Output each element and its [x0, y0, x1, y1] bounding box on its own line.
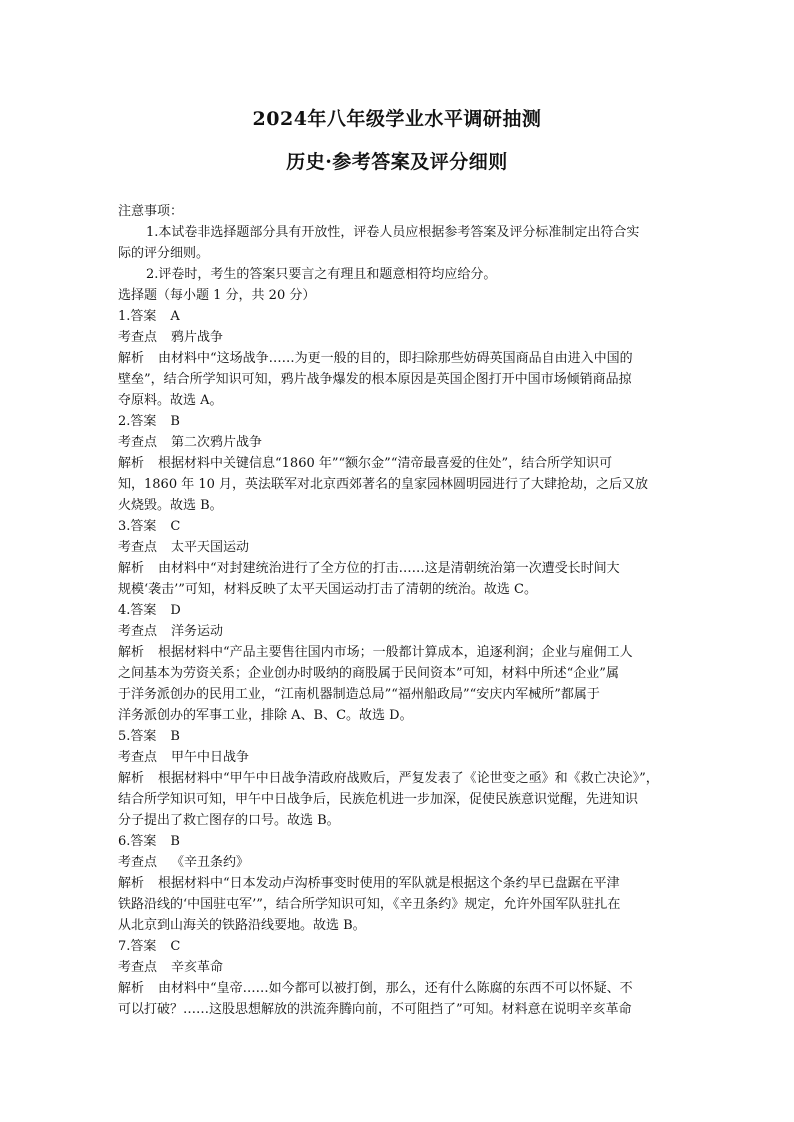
question-number: 6. — [118, 834, 131, 849]
question-number: 7. — [118, 939, 131, 954]
answer-line — [118, 600, 683, 621]
point-label: 考查点 — [118, 855, 158, 870]
analysis-text: 于洋务派创办的民用工业，“江南机器制造总局”“福州船政局”“安庆内军械所”都属于 — [118, 687, 600, 702]
point-value: 鸦片战争 — [171, 330, 224, 345]
question-block — [118, 516, 683, 600]
analysis-line — [118, 999, 683, 1020]
point-line — [118, 852, 683, 873]
point-line — [118, 957, 683, 978]
point-value: 洋务运动 — [171, 624, 224, 639]
analysis-text: 从北京到山海关的铁路沿线要地。故选 B。 — [118, 918, 366, 933]
answer-label: 答案 — [130, 939, 157, 954]
answer-line — [118, 411, 683, 432]
answer-line — [118, 726, 683, 747]
analysis-line — [118, 390, 683, 411]
question-block — [118, 306, 683, 411]
analysis-text: 由材料中“这场战争……为更一般的目的，即扫除那些妨碍英国商品自由进入中国的 — [158, 351, 633, 366]
question-number: 4. — [118, 603, 131, 618]
analysis-label: 解析 — [118, 771, 145, 786]
answer-value: D — [170, 603, 181, 618]
analysis-text: 结合所学知识可知，甲午中日战争后，民族危机进一步加深，促使民族意识觉醒，先进知识 — [118, 792, 639, 807]
analysis-line — [118, 789, 683, 810]
document-title: 2024年八年级学业水平调研抽测 — [252, 108, 542, 130]
analysis-line — [118, 663, 683, 684]
analysis-label: 解析 — [118, 876, 145, 891]
answer-value: B — [170, 414, 180, 429]
analysis-text: 洋务派创办的军事工业，排除 A、B、C。故选 D。 — [118, 708, 413, 723]
analysis-line — [118, 348, 683, 369]
analysis-text: 分子提出了救亡图存的口号。故选 B。 — [118, 813, 340, 828]
answer-line — [118, 516, 683, 537]
analysis-text: 根据材料中“产品主要售往国内市场；一般都计算成本，追逐利润；企业与雇佣工人 — [158, 645, 633, 660]
analysis-text: 由材料中“对封建统治进行了全方位的打击……这是清朝统治第一次遭受长时间大 — [158, 561, 620, 576]
question-block — [118, 726, 683, 831]
question-number: 5. — [118, 729, 131, 744]
analysis-line — [118, 642, 683, 663]
point-label: 考查点 — [118, 540, 158, 555]
analysis-label: 解析 — [118, 561, 145, 576]
analysis-line — [118, 915, 683, 936]
analysis-line — [118, 768, 683, 789]
analysis-text: 知，1860 年 10 月，英法联军对北京西郊著名的皇家园林圆明园进行了大肆抢劫，之后又放 — [118, 477, 649, 492]
notes-heading: 注意事项： — [118, 204, 184, 219]
point-label: 考查点 — [118, 330, 158, 345]
answer-label: 答案 — [130, 309, 157, 324]
analysis-line — [118, 495, 683, 516]
question-number: 3. — [118, 519, 131, 534]
answer-value: C — [170, 939, 181, 954]
point-value: 甲午中日战争 — [171, 750, 250, 765]
analysis-text: 夺原料。故选 A。 — [118, 393, 223, 408]
point-label: 考查点 — [118, 435, 158, 450]
section-heading: 选择题（每小题 1 分，共 20 分） — [118, 288, 316, 303]
analysis-line — [118, 684, 683, 705]
point-value: 太平天国运动 — [171, 540, 250, 555]
note-2: 2.评卷时，考生的答案只要言之有理且和题意相符均应给分。 — [146, 267, 497, 282]
point-label: 考查点 — [118, 750, 158, 765]
analysis-line — [118, 558, 683, 579]
question-number: 1. — [118, 309, 131, 324]
analysis-line — [118, 810, 683, 831]
analysis-label: 解析 — [118, 351, 145, 366]
analysis-line — [118, 873, 683, 894]
analysis-text: 壁垒”，结合所学知识可知，鸦片战争爆发的根本原因是英国企图打开中国市场倾销商品掠 — [118, 372, 632, 387]
answer-label: 答案 — [130, 729, 157, 744]
analysis-text: 火烧毁。故选 B。 — [118, 498, 223, 513]
analysis-text: 由材料中“皇帝……如今都可以被打倒，那么，还有什么陈腐的东西不可以怀疑、不 — [158, 981, 633, 996]
answer-value: C — [170, 519, 181, 534]
answer-line — [118, 936, 683, 957]
question-block — [118, 936, 683, 1020]
analysis-text: 铁路沿线的‘中国驻屯军’”，结合所学知识可知，《辛丑条约》规定，允许外国军队驻扎在 — [118, 897, 621, 912]
analysis-text: 可以打破？……这股思想解放的洪流奔腾向前，不可阻挡了”可知。材料意在说明辛亥革命 — [118, 1002, 632, 1017]
analysis-line — [118, 579, 683, 600]
answer-line — [118, 306, 683, 327]
answer-label: 答案 — [130, 519, 157, 534]
question-block — [118, 831, 683, 936]
point-line — [118, 432, 683, 453]
analysis-label: 解析 — [118, 981, 145, 996]
point-line — [118, 327, 683, 348]
analysis-label: 解析 — [118, 456, 145, 471]
analysis-line — [118, 894, 683, 915]
point-line — [118, 537, 683, 558]
document-subtitle: 历史·参考答案及评分细则 — [286, 151, 508, 173]
question-block — [118, 600, 683, 726]
document-body — [118, 201, 683, 1020]
answer-line — [118, 831, 683, 852]
note-1-line-2: 际的评分细则。 — [118, 246, 210, 261]
answer-value: B — [170, 729, 180, 744]
analysis-line — [118, 705, 683, 726]
answer-value: A — [170, 309, 180, 324]
answer-label: 答案 — [130, 414, 157, 429]
point-value: 辛亥革命 — [171, 960, 224, 975]
point-value: 《辛丑条约》 — [171, 855, 250, 870]
point-line — [118, 621, 683, 642]
analysis-line — [118, 453, 683, 474]
analysis-line — [118, 474, 683, 495]
analysis-text: 根据材料中“甲午中日战争清政府战败后，严复发表了《论世变之亟》和《救亡决论》”， — [158, 771, 659, 786]
answer-label: 答案 — [130, 834, 157, 849]
point-value: 第二次鸦片战争 — [171, 435, 263, 450]
question-number: 2. — [118, 414, 131, 429]
question-list — [118, 306, 683, 1020]
note-1-line-1: 1.本试卷非选择题部分具有开放性，评卷人员应根据参考答案及评分标准制定出符合实 — [146, 225, 640, 240]
point-line — [118, 747, 683, 768]
point-label: 考查点 — [118, 960, 158, 975]
answer-value: B — [170, 834, 180, 849]
point-label: 考查点 — [118, 624, 158, 639]
analysis-text: 之间基本为劳资关系；企业创办时吸纳的商股属于民间资本”可知，材料中所述“企业”属 — [118, 666, 619, 681]
analysis-text: 根据材料中“日本发动卢沟桥事变时使用的军队就是根据这个条约早已盘踞在平津 — [158, 876, 620, 891]
analysis-line — [118, 369, 683, 390]
analysis-text: 规模‘袭击’”可知，材料反映了太平天国运动打击了清朝的统治。故选 C。 — [118, 582, 537, 597]
analysis-text: 根据材料中关键信息“1860 年”“额尔金”“清帝最喜爱的住处”，结合所学知识可 — [158, 456, 613, 471]
analysis-label: 解析 — [118, 645, 145, 660]
analysis-line — [118, 978, 683, 999]
answer-label: 答案 — [130, 603, 157, 618]
question-block — [118, 411, 683, 516]
